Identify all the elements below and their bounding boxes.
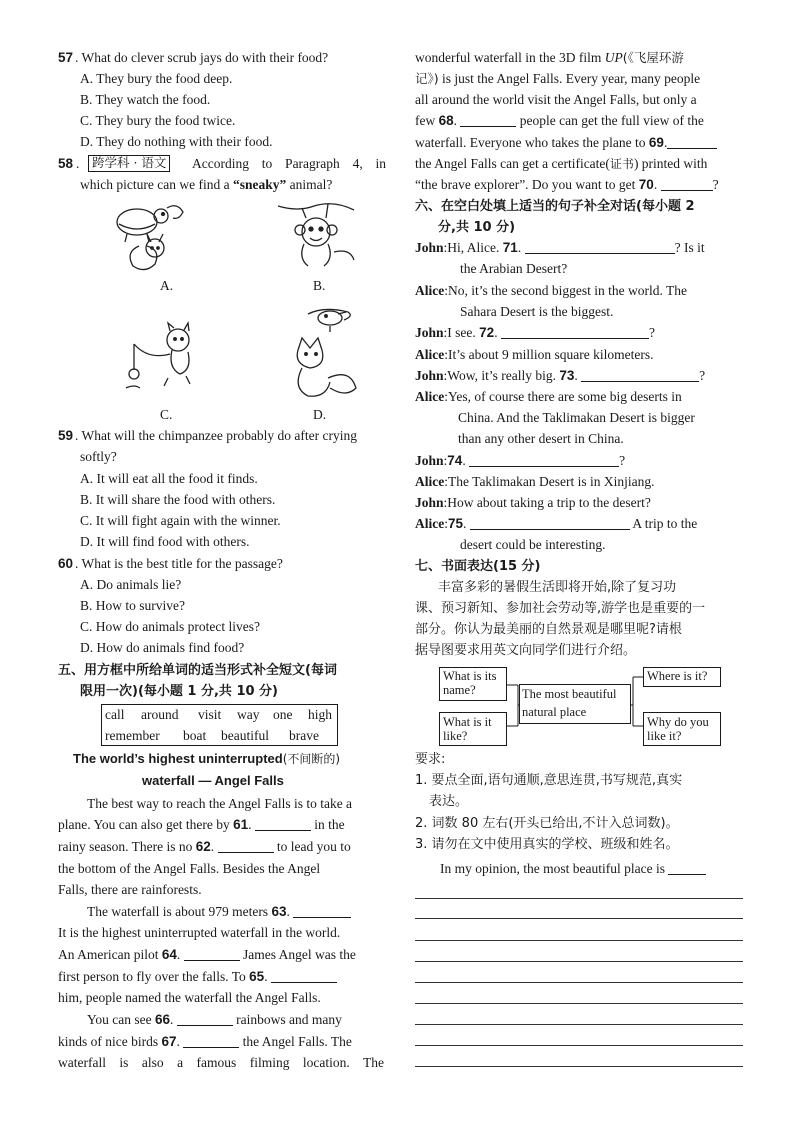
blank-69-number: 69: [648, 135, 664, 150]
blank-72: [501, 326, 649, 339]
writing-line[interactable]: [415, 898, 743, 899]
blank-64: [184, 948, 240, 961]
passage-line-4: the bottom of the Angel Falls. Besides the Angel: [58, 861, 321, 876]
blank-70: [661, 178, 713, 191]
passage-line-8: An American pilot 64. James Angel was the: [58, 947, 356, 962]
dialogue-line-75-cont: desert could be interesting.: [460, 537, 606, 552]
blank-73-number: 73: [559, 368, 575, 383]
q59-stem-line1: . What will the chimpanzee probably do after crying: [75, 428, 358, 443]
q58-stem-line1: According to Paragraph 4, in: [192, 156, 386, 171]
section7-prompt-line3: 部分。你认为最美丽的自然景观是哪里呢?请根: [415, 622, 682, 637]
writing-line[interactable]: [415, 918, 743, 919]
q60-stem: . What is the best title for the passage?: [75, 556, 283, 571]
passage-title-line2: waterfall — Angel Falls: [142, 773, 284, 788]
dialogue-alice-2: Alice:It’s about 9 million square kilometers.: [415, 347, 654, 362]
q58-sneaky-word: “sneaky”: [232, 177, 287, 192]
q59-option-c: C. It will fight again with the winner.: [80, 513, 281, 528]
blank-61: [255, 818, 311, 831]
blank-70-number: 70: [638, 177, 654, 192]
dialogue-john-5: John:How about taking a trip to the desert?: [415, 495, 651, 510]
blank-66-number: 66: [155, 1012, 171, 1027]
q58-stem-line2: which picture can we find a “sneaky” animal?: [80, 177, 333, 192]
picture-c-label: C.: [160, 407, 173, 422]
dialogue-alice-1-cont: Sahara Desert is the biggest.: [460, 304, 614, 319]
blank-68-number: 68: [438, 113, 454, 128]
mind-map-center-line1: The most beautiful: [522, 687, 617, 701]
mind-map-where-text: Where is it?: [647, 669, 708, 683]
blank-63-number: 63: [271, 904, 287, 919]
passage-line-r7: “the brave explorer”. Do you want to get 70. ?: [415, 177, 719, 192]
q59-option-b: B. It will share the food with others.: [80, 492, 276, 507]
blank-75-number: 75: [448, 516, 464, 531]
blank-67: [183, 1035, 239, 1048]
blank-66: [177, 1013, 233, 1026]
word-beautiful: beautiful: [221, 728, 269, 743]
q59-stem-line2: softly?: [80, 449, 117, 464]
blank-65-number: 65: [249, 969, 265, 984]
blank-64-number: 64: [161, 947, 177, 962]
word-visit: visit: [198, 707, 222, 722]
q60-option-d: D. How do animals find food?: [80, 640, 245, 655]
opener-blank: [668, 862, 706, 875]
blank-72-number: 72: [479, 325, 495, 340]
dialogue-alice-4: Alice:The Taklimakan Desert is in Xinjiang.: [415, 474, 655, 489]
mind-map-center-line2: natural place: [522, 705, 587, 719]
q59-number: 59: [58, 428, 74, 443]
word-one: one: [273, 707, 293, 722]
mind-map-name-line1: What is its: [443, 669, 497, 683]
mind-map-name-line2: name?: [443, 683, 476, 697]
writing-line[interactable]: [415, 940, 743, 941]
mind-map-like-line2: like?: [443, 729, 468, 743]
dialogue-line-75: Alice:75. A trip to the: [415, 516, 698, 531]
q58-subject-tag: 跨学科 · 语文: [88, 155, 170, 172]
dialogue-line-74: John:74. ?: [415, 453, 626, 468]
q57-option-c: C. They bury the food twice.: [80, 113, 236, 128]
word-high: high: [308, 707, 333, 722]
dialogue-line-73: John:Wow, it’s really big. 73. ?: [415, 368, 706, 383]
q59-option-d: D. It will find food with others.: [80, 534, 250, 549]
picture-b-monkey: [272, 196, 362, 271]
blank-74: [469, 454, 619, 467]
word-brave: brave: [289, 728, 319, 743]
picture-d-label: D.: [313, 407, 327, 422]
q60-option-a: A. Do animals lie?: [80, 577, 182, 592]
q58-number: 58: [58, 156, 74, 171]
section5-heading-line1: 五、用方框中所给单词的适当形式补全短文(每词: [58, 663, 337, 678]
q58-dot: .: [76, 156, 80, 171]
passage-line-5: Falls, there are rainforests.: [58, 882, 202, 897]
blank-69: [667, 136, 717, 149]
passage-line-11: You can see 66. rainbows and many: [87, 1012, 342, 1027]
q57-number: 57: [58, 50, 74, 65]
dialogue-alice-3-cont1: China. And the Taklimakan Desert is bigger: [458, 410, 695, 425]
passage-line-r4: few 68. people can get the full view of the: [415, 113, 704, 128]
passage-line-r1: wonderful waterfall in the 3D film UP(《飞屋环游: [415, 50, 684, 65]
picture-b-label: B.: [313, 278, 326, 293]
q57-option-b: B. They watch the food.: [80, 92, 211, 107]
blank-75: [470, 517, 630, 530]
requirement-1-cont: 表达。: [429, 794, 469, 809]
passage-line-3: rainy season. There is no 62. to lead you to: [58, 839, 351, 854]
dialogue-alice-1: Alice:No, it’s the second biggest in the world. The: [415, 283, 687, 298]
writing-line[interactable]: [415, 1066, 743, 1067]
requirement-1: 1. 要点全面,语句通顺,意思连贯,书写规范,真实: [415, 773, 683, 788]
passage-line-13: waterfall is also a famous filming location. The: [58, 1055, 384, 1070]
word-around: around: [141, 707, 179, 722]
requirement-3: 3. 请勿在文中使用真实的学校、班级和姓名。: [415, 837, 679, 852]
passage-line-r3: all around the world visit the Angel Falls, but only a: [415, 92, 697, 107]
picture-d-fox-crow: [278, 300, 368, 400]
writing-line[interactable]: [415, 1024, 743, 1025]
blank-63: [293, 905, 351, 918]
picture-a-turtle-snail: [105, 198, 195, 273]
mind-map-why-line2: like it?: [647, 729, 682, 743]
passage-line-r6: the Angel Falls can get a certificate(证书) printed with: [415, 156, 708, 171]
passage-line-1: The best way to reach the Angel Falls is to take a: [87, 796, 353, 811]
word-way: way: [237, 707, 260, 722]
blank-67-number: 67: [161, 1034, 177, 1049]
q60-number: 60: [58, 556, 74, 571]
section6-heading-line2: 分,共 10 分): [438, 220, 516, 235]
dialogue-line-71: John:Hi, Alice. 71. ? Is it: [415, 240, 705, 255]
section7-prompt-line1: 丰富多彩的暑假生活即将开始,除了复习功: [438, 580, 677, 595]
section7-prompt-line2: 课、预习新知、参加社会劳动等,游学也是重要的一: [415, 601, 706, 616]
blank-71: [525, 241, 675, 254]
picture-a-label: A.: [160, 278, 174, 293]
word-boat: boat: [183, 728, 207, 743]
passage-line-10: him, people named the waterfall the Angel Falls.: [58, 990, 321, 1005]
passage-line-2: plane. You can also get there by 61. in the: [58, 817, 345, 832]
writing-line[interactable]: [415, 1003, 743, 1004]
writing-line[interactable]: [415, 961, 743, 962]
q60-option-c: C. How do animals protect lives?: [80, 619, 260, 634]
dialogue-line-71-cont: the Arabian Desert?: [460, 261, 568, 276]
section6-heading-line1: 六、在空白处填上适当的句子补全对话(每小题 2: [415, 199, 695, 214]
writing-line[interactable]: [415, 1045, 743, 1046]
picture-c-cat-fishing: [120, 318, 210, 398]
word-call: call: [105, 707, 125, 722]
blank-68: [460, 114, 516, 127]
section5-heading-line2: 限用一次)(每小题 1 分,共 10 分): [80, 684, 279, 699]
blank-73: [581, 369, 699, 382]
section7-heading: 七、书面表达(15 分): [415, 559, 541, 574]
passage-line-6: The waterfall is about 979 meters 63.: [87, 905, 351, 919]
mind-map-why-line1: Why do you: [647, 715, 709, 729]
passage-line-9: first person to fly over the falls. To 65.: [58, 970, 337, 984]
q57-stem: . What do clever scrub jays do with their food?: [75, 50, 329, 65]
passage-line-12: kinds of nice birds 67. the Angel Falls. The: [58, 1034, 352, 1049]
writing-line[interactable]: [415, 982, 743, 983]
mind-map-like-line1: What is it: [443, 715, 492, 729]
section7-prompt-line4: 据导图要求用英文向同学们进行介绍。: [415, 643, 637, 658]
blank-71-number: 71: [502, 240, 518, 255]
dialogue-alice-3-cont2: than any other desert in China.: [458, 431, 624, 446]
passage-line-r2: 记》) is just the Angel Falls. Every year, many people: [415, 71, 701, 86]
blank-74-number: 74: [447, 453, 463, 468]
q57-option-a: A. They bury the food deep.: [80, 71, 233, 86]
q59-option-a: A. It will eat all the food it finds.: [80, 471, 258, 486]
blank-61-number: 61: [233, 817, 249, 832]
blank-65: [271, 970, 337, 983]
blank-62: [218, 840, 274, 853]
dialogue-alice-3: Alice:Yes, of course there are some big deserts in: [415, 389, 682, 404]
requirement-2: 2. 词数 80 左右(开头已给出,不计入总词数)。: [415, 816, 679, 831]
q60-option-b: B. How to survive?: [80, 598, 185, 613]
blank-62-number: 62: [195, 839, 211, 854]
requirements-title: 要求:: [415, 752, 446, 767]
passage-line-7: It is the highest uninterrupted waterfall in the world.: [58, 925, 341, 940]
passage-title-line1: The world’s highest uninterrupted(不间断的): [73, 751, 341, 766]
writing-opener: In my opinion, the most beautiful place is: [440, 862, 706, 876]
dialogue-line-72: John:I see. 72. ?: [415, 325, 655, 340]
q57-option-d: D. They do nothing with their food.: [80, 134, 273, 149]
word-remember: remember: [105, 728, 160, 743]
passage-line-r5: waterfall. Everyone who takes the plane to 69.: [415, 136, 717, 150]
